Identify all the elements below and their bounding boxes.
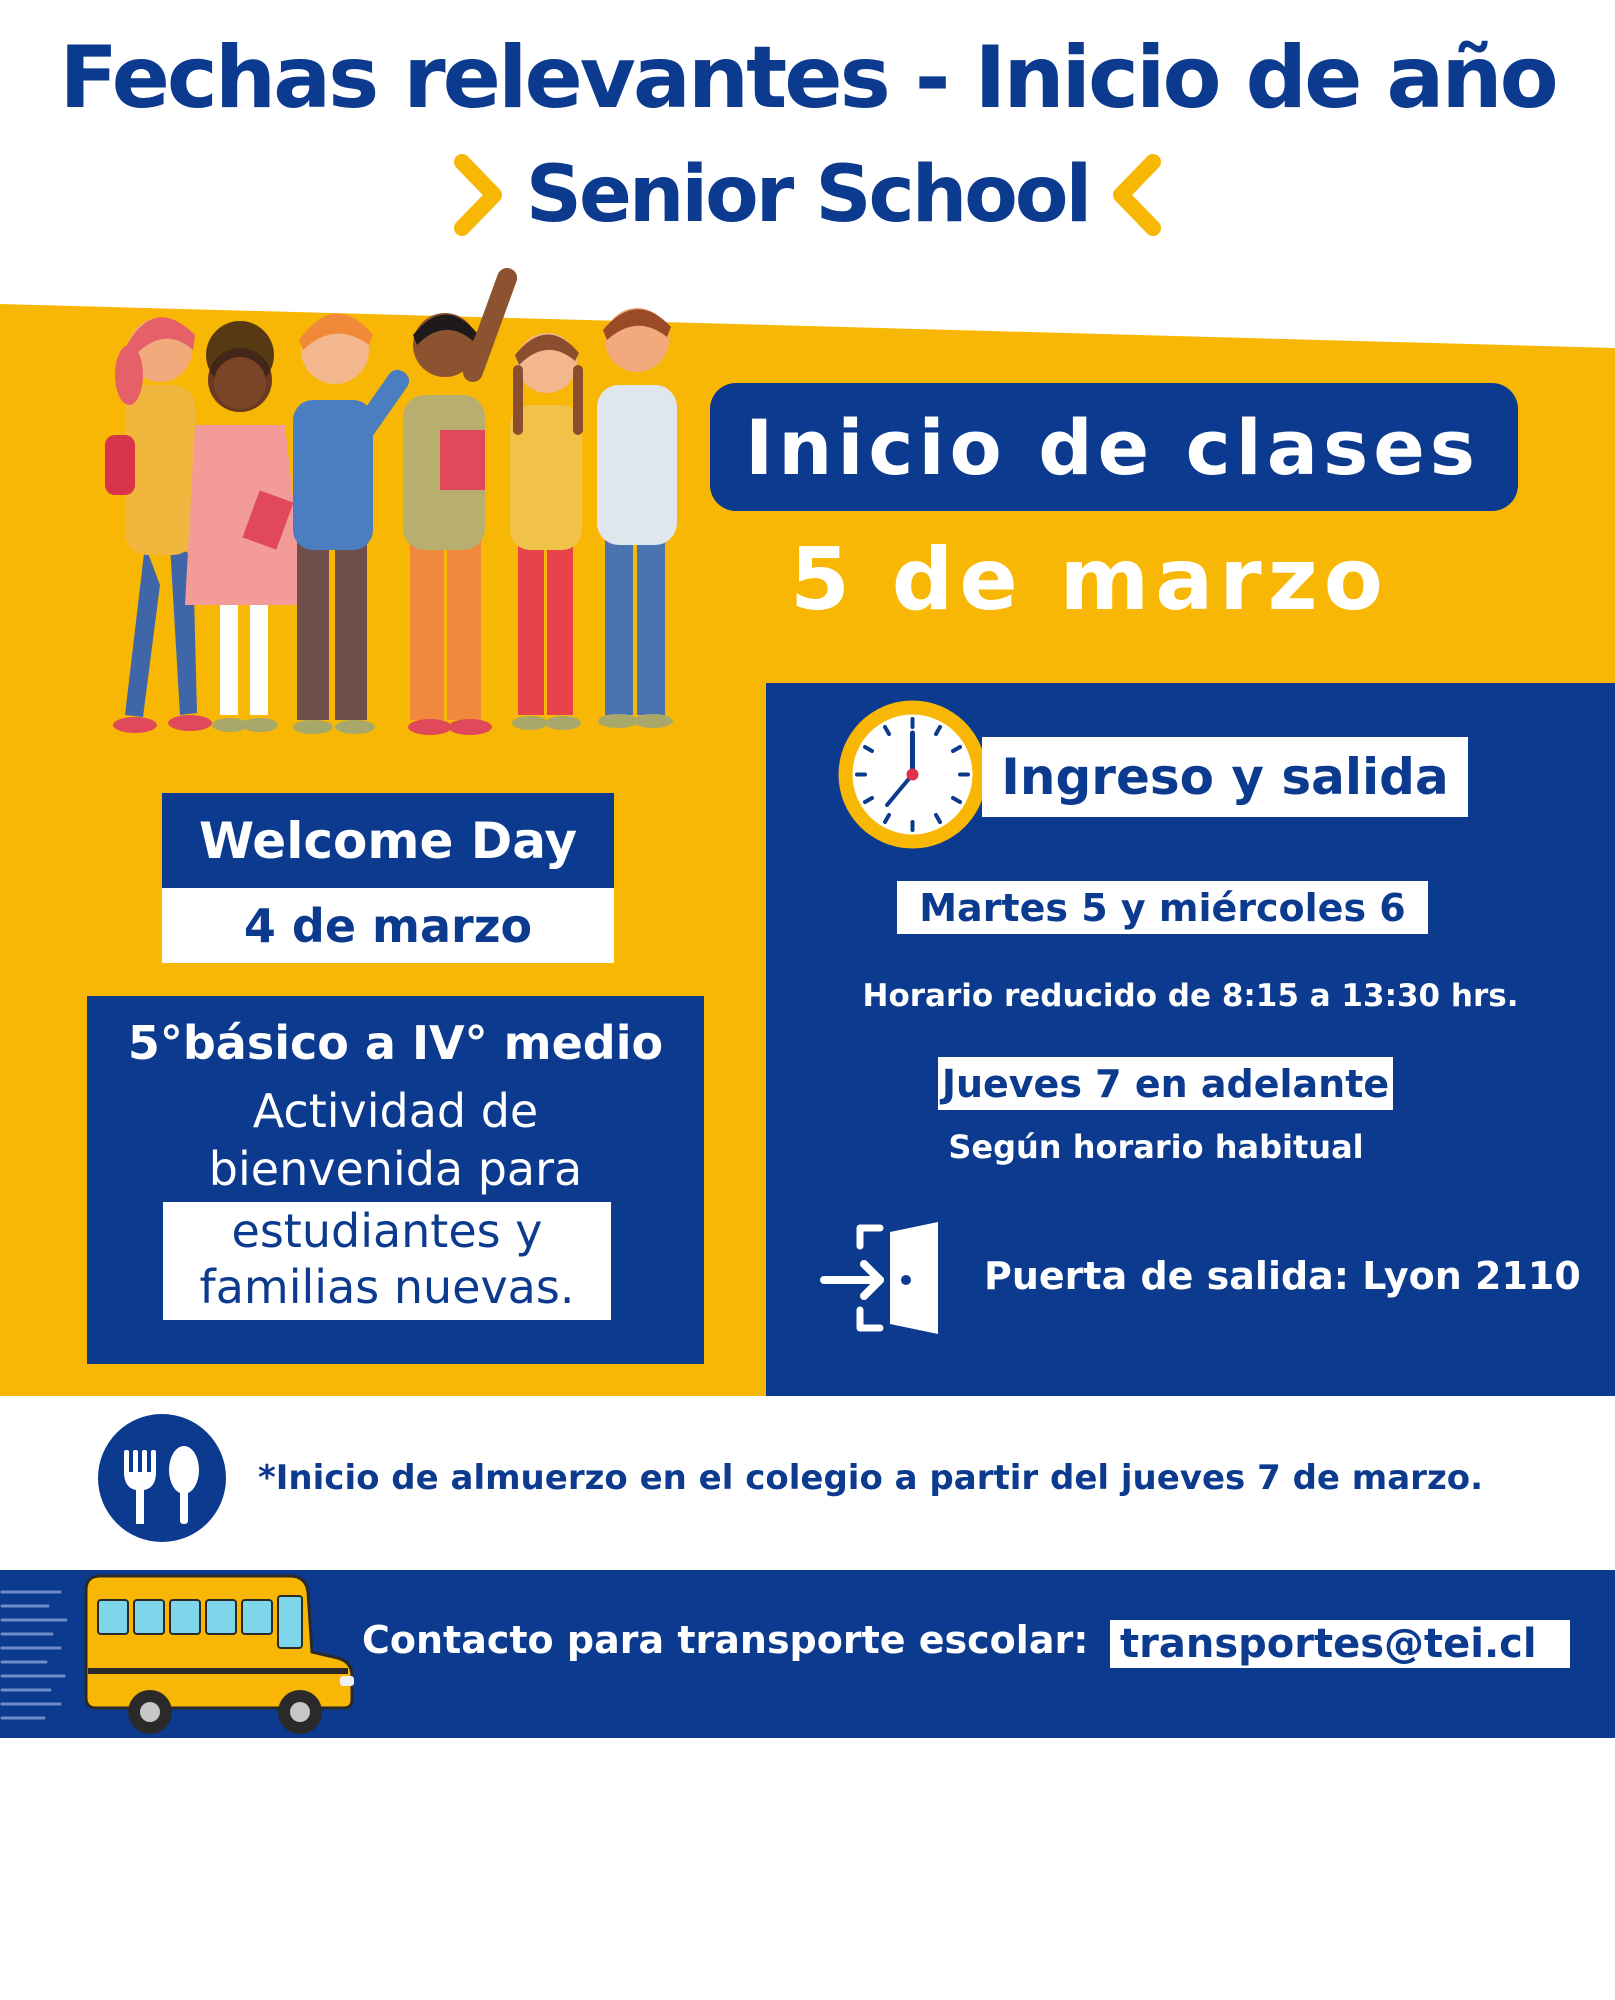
activity-grades: 5°básico a IV° medio <box>127 1016 664 1070</box>
ingreso-salida-title: Ingreso y salida <box>982 737 1468 817</box>
chevron-left-icon <box>1107 150 1167 240</box>
activity-text-line2: bienvenida para <box>208 1142 583 1196</box>
regular-days-label: Jueves 7 en adelante <box>938 1057 1393 1110</box>
activity-text-line1: Actividad de <box>252 1084 539 1138</box>
activity-highlight-box <box>163 1202 611 1320</box>
transport-email-text[interactable]: transportes@tei.cl <box>1120 1621 1537 1667</box>
page-subtitle: Senior School <box>525 150 1090 240</box>
welcome-day-title: Welcome Day <box>162 793 614 888</box>
transport-contact-label: Contacto para transporte escolar: <box>362 1618 1089 1662</box>
page-title: Fechas relevantes - Inicio de año <box>59 28 1556 128</box>
exit-door-text: Puerta de salida: Lyon 2110 <box>984 1254 1581 1298</box>
regular-hours-text: Según horario habitual <box>948 1128 1364 1166</box>
activity-box <box>87 996 704 1364</box>
inicio-clases-pill <box>710 383 1518 511</box>
clock-icon <box>835 697 990 852</box>
lunch-note: *Inicio de almuerzo en el colegio a partir del jueves 7 de marzo. <box>258 1458 1484 1498</box>
fork-spoon-icon <box>96 1412 228 1544</box>
students-illustration <box>85 255 735 755</box>
chevron-right-icon <box>448 150 508 240</box>
inicio-clases-date: 5 de marzo <box>790 530 1389 630</box>
activity-text-line4: familias nuevas. <box>199 1260 575 1314</box>
exit-door-icon <box>820 1218 942 1338</box>
school-bus-icon <box>0 1572 360 1738</box>
welcome-day-date: 4 de marzo <box>162 888 614 963</box>
reduced-days-label: Martes 5 y miércoles 6 <box>897 881 1428 934</box>
activity-text-line3: estudiantes y <box>231 1204 543 1258</box>
reduced-hours-text: Horario reducido de 8:15 a 13:30 hrs. <box>862 978 1519 1014</box>
transport-email[interactable] <box>1110 1620 1570 1668</box>
subtitle-row <box>0 150 1615 240</box>
inicio-clases-label: Inicio de clases <box>745 402 1481 492</box>
